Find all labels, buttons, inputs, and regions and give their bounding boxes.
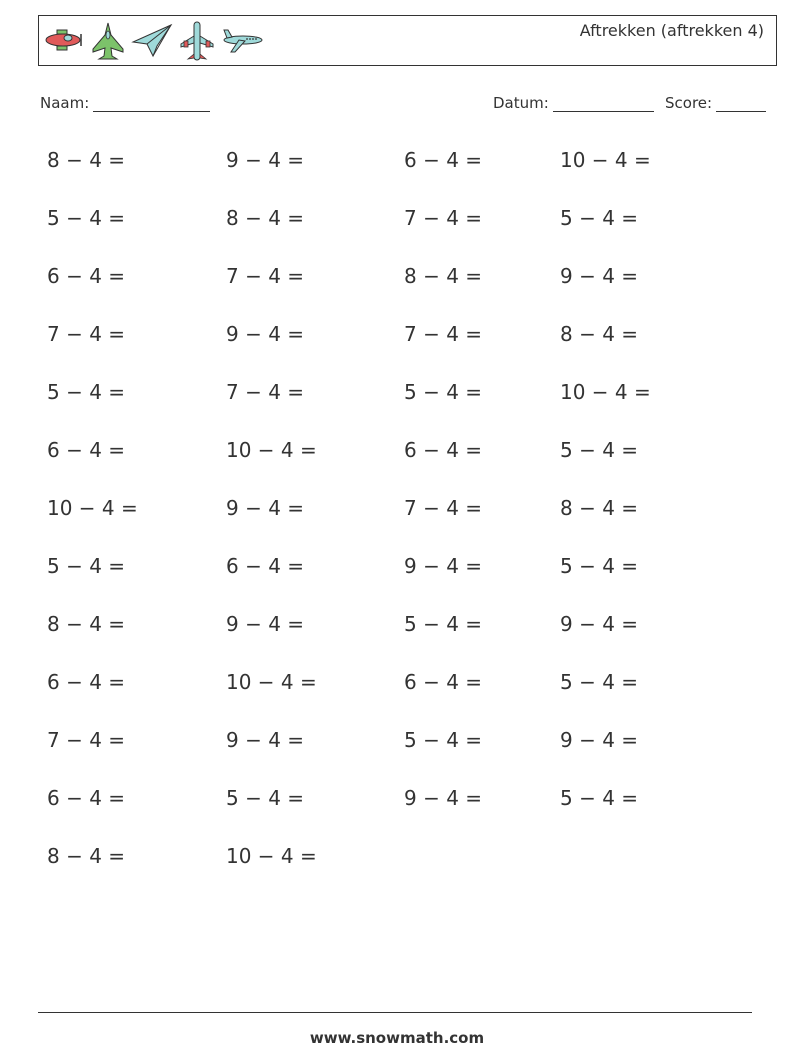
problem: 6 − 4 = — [404, 670, 483, 694]
problem: 5 − 4 = — [47, 554, 126, 578]
footer-url: www.snowmath.com — [309, 1029, 485, 1047]
problem: 9 − 4 = — [226, 612, 305, 636]
problem: 10 − 4 = — [47, 496, 138, 520]
problem: 7 − 4 = — [47, 728, 126, 752]
problem: 5 − 4 = — [404, 380, 483, 404]
problem: 10 − 4 = — [560, 380, 651, 404]
problem: 9 − 4 = — [560, 728, 639, 752]
problem: 6 − 4 = — [47, 438, 126, 462]
problem: 6 − 4 = — [47, 670, 126, 694]
problem: 5 − 4 = — [560, 554, 639, 578]
problem: 9 − 4 = — [560, 264, 639, 288]
problem: 8 − 4 = — [47, 844, 126, 868]
problem: 6 − 4 = — [47, 264, 126, 288]
problem: 7 − 4 = — [47, 322, 126, 346]
problem: 7 − 4 = — [404, 206, 483, 230]
problem: 7 − 4 = — [404, 496, 483, 520]
footer-divider — [38, 1012, 752, 1013]
problem: 7 − 4 = — [226, 380, 305, 404]
name-label: Naam: — [40, 94, 90, 112]
problem: 5 − 4 = — [47, 206, 126, 230]
problem: 5 − 4 = — [404, 612, 483, 636]
problem: 8 − 4 = — [47, 612, 126, 636]
problem: 9 − 4 = — [226, 322, 305, 346]
problem: 5 − 4 = — [47, 380, 126, 404]
problem: 8 − 4 = — [404, 264, 483, 288]
problem: 9 − 4 = — [560, 612, 639, 636]
problem: 5 − 4 = — [226, 786, 305, 810]
problem: 10 − 4 = — [226, 844, 317, 868]
score-label: Score: — [665, 94, 713, 112]
problem: 7 − 4 = — [226, 264, 305, 288]
problem: 9 − 4 = — [226, 496, 305, 520]
problem: 5 − 4 = — [404, 728, 483, 752]
problem: 9 − 4 = — [226, 728, 305, 752]
problem: 5 − 4 = — [560, 438, 639, 462]
problem: 8 − 4 = — [47, 148, 126, 172]
problem: 10 − 4 = — [226, 438, 317, 462]
problem: 6 − 4 = — [47, 786, 126, 810]
problem: 7 − 4 = — [404, 322, 483, 346]
problem: 10 − 4 = — [226, 670, 317, 694]
problem: 10 − 4 = — [560, 148, 651, 172]
problem: 8 − 4 = — [226, 206, 305, 230]
problem: 5 − 4 = — [560, 670, 639, 694]
problem: 6 − 4 = — [226, 554, 305, 578]
problem: 6 − 4 = — [404, 438, 483, 462]
problem: 5 − 4 = — [560, 206, 639, 230]
problem: 8 − 4 = — [560, 496, 639, 520]
problem: 9 − 4 = — [226, 148, 305, 172]
problem: 9 − 4 = — [404, 786, 483, 810]
page-title: Aftrekken (aftrekken 4) — [579, 21, 764, 40]
date-label: Datum: — [493, 94, 549, 112]
problem: 8 − 4 = — [560, 322, 639, 346]
problem: 6 − 4 = — [404, 148, 483, 172]
problem: 5 − 4 = — [560, 786, 639, 810]
problem: 9 − 4 = — [404, 554, 483, 578]
